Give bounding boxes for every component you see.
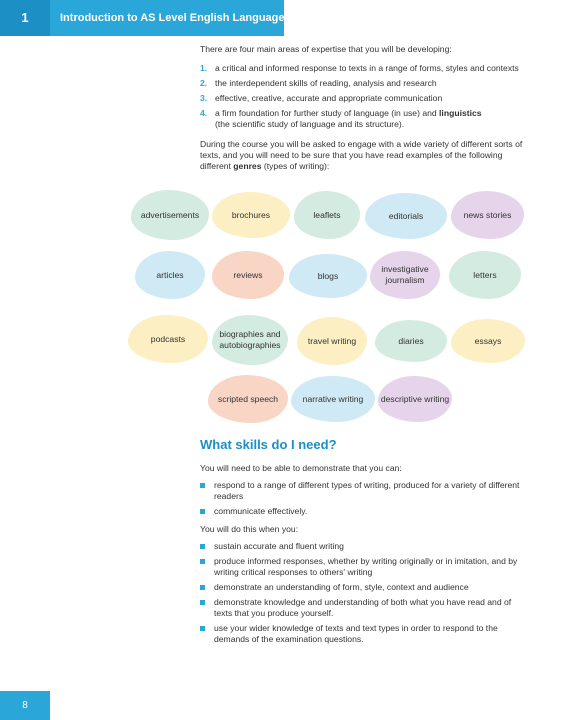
expertise-list <box>200 63 530 130</box>
genre-blob: brochures <box>212 192 290 238</box>
genre-blob: biographies and autobiographies <box>212 315 288 365</box>
genres-paragraph-text: During the course you will be asked to engage with a wide variety of different sorts of texts, and you will need to be sure that you have read examples of the following different <box>200 139 523 171</box>
genre-blob: leaflets <box>294 191 360 239</box>
genre-blob: essays <box>451 319 525 363</box>
list-item-text: sustain accurate and fluent writing <box>214 541 344 551</box>
item-text-continued: (the scientific study of language and its structure). <box>215 119 405 129</box>
genre-blob: editorials <box>365 193 447 239</box>
list-item-text: communicate effectively. <box>214 506 308 516</box>
bullet-icon <box>200 600 205 605</box>
list-item-text: demonstrate knowledge and understanding of both what you have read and of texts that you produce yourself. <box>214 597 512 618</box>
expertise-item <box>200 63 530 74</box>
genre-blob: news stories <box>451 191 524 239</box>
genre-blob: reviews <box>212 251 284 299</box>
skills-list <box>200 480 530 517</box>
list-item-text: demonstrate an understanding of form, style, context and audience <box>214 582 469 592</box>
list-item <box>200 506 530 517</box>
list-item <box>200 597 530 619</box>
expertise-item <box>200 93 530 104</box>
list-item <box>200 556 530 578</box>
item-text: effective, creative, accurate and appropriate communication <box>215 93 443 103</box>
item-number: 2. <box>200 78 208 88</box>
skills-intro: You will need to be able to demonstrate that you can: <box>200 463 402 473</box>
list-item-text: respond to a range of different types of writing, produced for a variety of different readers <box>214 480 520 501</box>
genre-blob: letters <box>449 251 521 299</box>
item-text: the interdependent skills of reading, analysis and research <box>215 78 437 88</box>
genres-paragraph <box>200 139 530 172</box>
chapter-number: 1 <box>21 10 29 25</box>
section-heading: What skills do I need? <box>200 437 337 452</box>
bullet-icon <box>200 559 205 564</box>
bullet-icon <box>200 544 205 549</box>
genre-blob: narrative writing <box>291 376 375 422</box>
genres-paragraph-text-end: (types of writing): <box>261 161 330 171</box>
skills-intro-2: You will do this when you: <box>200 524 299 534</box>
item-number: 3. <box>200 93 208 103</box>
genre-blob: investigative journalism <box>370 251 440 299</box>
list-item <box>200 582 530 593</box>
chapter-title: Introduction to AS Level English Language <box>60 12 285 24</box>
list-item-text: produce informed responses, whether by writing originally or in imitation, and by writing critical responses to others' writing <box>214 556 518 577</box>
expertise-item <box>200 78 530 89</box>
expertise-item <box>200 108 530 130</box>
genre-blob: blogs <box>289 254 367 298</box>
bullet-icon <box>200 509 205 514</box>
genre-blob: articles <box>135 251 205 299</box>
bullet-icon <box>200 585 205 590</box>
list-item <box>200 541 530 552</box>
genre-blob: scripted speech <box>208 375 288 423</box>
bold-term: linguistics <box>439 108 482 118</box>
genre-blob: travel writing <box>297 317 367 365</box>
item-number: 4. <box>200 108 208 118</box>
genre-blob: descriptive writing <box>378 376 452 422</box>
bullet-icon <box>200 483 205 488</box>
bullet-icon <box>200 626 205 631</box>
list-item <box>200 480 530 502</box>
list-item <box>200 623 530 645</box>
item-number: 1. <box>200 63 208 73</box>
genre-blob: advertisements <box>131 190 209 240</box>
item-text: a firm foundation for further study of language (in use) and <box>215 108 440 118</box>
genre-blob: podcasts <box>128 315 208 363</box>
item-text: a critical and informed response to texts in a range of forms, styles and contexts <box>215 63 519 73</box>
activities-list <box>200 541 530 645</box>
intro-section <box>200 44 530 172</box>
skills-section <box>200 437 530 652</box>
list-item-text: use your wider knowledge of texts and text types in order to respond to the demands of the examination questions. <box>214 623 498 644</box>
intro-paragraph: There are four main areas of expertise that you will be developing: <box>200 44 452 54</box>
bold-term: genres <box>233 161 262 171</box>
page-number: 8 <box>22 700 28 711</box>
genre-blob: diaries <box>375 320 447 362</box>
